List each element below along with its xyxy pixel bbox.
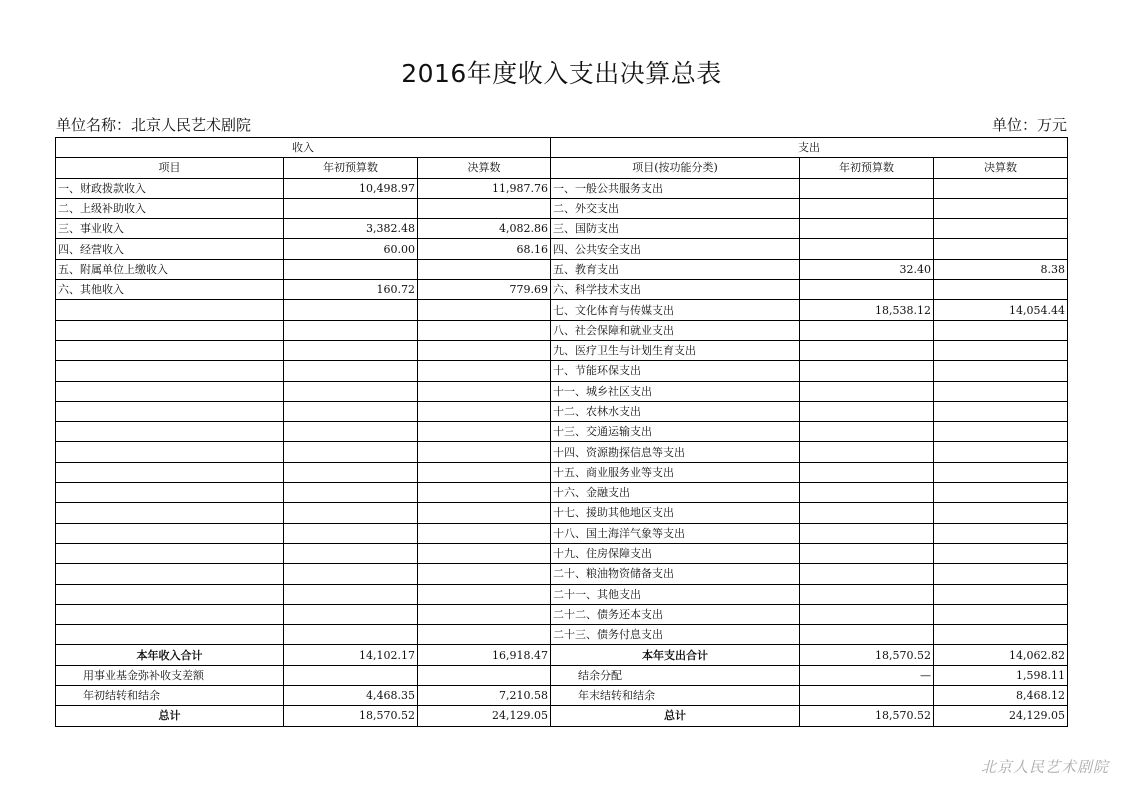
expense-actual-cell <box>934 462 1068 482</box>
income-budget-cell: 3,382.48 <box>284 219 418 239</box>
income-item-cell: 本年收入合计 <box>56 645 284 665</box>
table-row <box>56 300 1068 320</box>
income-budget-cell <box>284 401 418 421</box>
income-item-cell: 一、财政拨款收入 <box>56 178 284 198</box>
income-item-cell <box>56 300 284 320</box>
income-actual-cell: 16,918.47 <box>418 645 551 665</box>
income-item-cell: 六、其他收入 <box>56 280 284 300</box>
income-budget-cell <box>284 543 418 563</box>
table-row <box>56 381 1068 401</box>
expense-item-cell: 七、文化体育与传媒支出 <box>551 300 800 320</box>
table-row <box>56 198 1068 218</box>
expense-item-cell: 十四、资源勘探信息等支出 <box>551 442 800 462</box>
expense-item-cell: 十六、金融支出 <box>551 483 800 503</box>
expense-actual-cell: 24,129.05 <box>934 706 1068 726</box>
income-actual-cell <box>418 401 551 421</box>
expense-budget-cell <box>800 320 934 340</box>
income-budget-cell <box>284 604 418 624</box>
income-budget-cell: 60.00 <box>284 239 418 259</box>
income-item-cell <box>56 422 284 442</box>
total-row-year <box>56 645 1068 665</box>
total-row-carryover <box>56 686 1068 706</box>
grand-total-row <box>56 706 1068 726</box>
income-budget-cell: 160.72 <box>284 280 418 300</box>
expense-budget-cell: 18,570.52 <box>800 645 934 665</box>
expense-budget-cell <box>800 584 934 604</box>
expense-budget-cell <box>800 442 934 462</box>
income-budget-cell <box>284 625 418 645</box>
table-row <box>56 584 1068 604</box>
expense-actual-cell <box>934 361 1068 381</box>
budget-table <box>55 137 1068 727</box>
expense-budget-cell <box>800 625 934 645</box>
income-actual-cell <box>418 564 551 584</box>
expense-budget-cell <box>800 422 934 442</box>
expense-item-cell: 十五、商业服务业等支出 <box>551 462 800 482</box>
expense-actual-cell <box>934 564 1068 584</box>
table-row <box>56 604 1068 624</box>
expense-budget-cell: 18,570.52 <box>800 706 934 726</box>
expense-actual-cell <box>934 442 1068 462</box>
column-header-row <box>56 158 1068 178</box>
expense-budget-cell <box>800 280 934 300</box>
income-item-cell <box>56 523 284 543</box>
table-row <box>56 259 1068 279</box>
income-item-cell <box>56 381 284 401</box>
unit-label: 单位：万元 <box>991 116 1067 134</box>
watermark-logo: 北京人民艺术剧院 <box>980 758 1109 776</box>
total-row-fund-offset <box>56 665 1068 685</box>
expense-item-cell: 二十三、债务付息支出 <box>551 625 800 645</box>
income-actual-cell <box>418 442 551 462</box>
expense-actual-cell: 14,054.44 <box>934 300 1068 320</box>
income-item-cell <box>56 483 284 503</box>
expense-actual-cell: 8,468.12 <box>934 686 1068 706</box>
income-actual-cell <box>418 584 551 604</box>
income-actual-cell <box>418 340 551 360</box>
expense-actual-cell <box>934 625 1068 645</box>
income-budget-cell <box>284 483 418 503</box>
income-actual-cell <box>418 361 551 381</box>
group-header-row <box>56 138 1068 158</box>
income-actual-cell: 11,987.76 <box>418 178 551 198</box>
expense-actual-cell: 1,598.11 <box>934 665 1068 685</box>
income-actual-cell <box>418 665 551 685</box>
income-budget-cell: 10,498.97 <box>284 178 418 198</box>
expense-item-cell: 九、医疗卫生与计划生育支出 <box>551 340 800 360</box>
expense-item-cell: 十九、住房保障支出 <box>551 543 800 563</box>
expense-item-cell: 二十二、债务还本支出 <box>551 604 800 624</box>
income-item-cell <box>56 604 284 624</box>
income-item-cell: 用事业基金弥补收支差额 <box>56 665 284 685</box>
income-budget-cell <box>284 503 418 523</box>
income-item-cell <box>56 361 284 381</box>
expense-item-cell: 十二、农林水支出 <box>551 401 800 421</box>
income-actual-cell <box>418 381 551 401</box>
expense-budget-cell <box>800 178 934 198</box>
income-actual-cell <box>418 320 551 340</box>
expense-actual-cell: 14,062.82 <box>934 645 1068 665</box>
income-budget-cell: 14,102.17 <box>284 645 418 665</box>
table-row <box>56 564 1068 584</box>
column-header-item-func: 项目(按功能分类) <box>551 158 800 178</box>
expense-item-cell: 十三、交通运输支出 <box>551 422 800 442</box>
table-row <box>56 625 1068 645</box>
income-item-cell: 二、上级补助收入 <box>56 198 284 218</box>
expense-item-cell: 十七、援助其他地区支出 <box>551 503 800 523</box>
table-row <box>56 543 1068 563</box>
expense-item-cell: 本年支出合计 <box>551 645 800 665</box>
page-title: 2016年度收入支出决算总表 <box>401 59 722 88</box>
income-actual-cell: 4,082.86 <box>418 219 551 239</box>
income-actual-cell <box>418 543 551 563</box>
expense-item-cell: 年末结转和结余 <box>551 686 800 706</box>
expense-budget-cell <box>800 198 934 218</box>
income-budget-cell <box>284 564 418 584</box>
table-row <box>56 219 1068 239</box>
expense-budget-cell: 18,538.12 <box>800 300 934 320</box>
income-item-cell <box>56 340 284 360</box>
unit-name-label: 单位名称：北京人民艺术剧院 <box>56 116 252 134</box>
income-item-cell <box>56 625 284 645</box>
income-budget-cell <box>284 300 418 320</box>
income-budget-cell <box>284 381 418 401</box>
expense-budget-cell <box>800 219 934 239</box>
expense-actual-cell <box>934 320 1068 340</box>
expense-budget-cell <box>800 686 934 706</box>
expense-item-cell: 结余分配 <box>551 665 800 685</box>
income-budget-cell <box>284 523 418 543</box>
expense-budget-cell <box>800 381 934 401</box>
table-row <box>56 178 1068 198</box>
table-row <box>56 523 1068 543</box>
income-item-cell <box>56 442 284 462</box>
income-budget-cell <box>284 198 418 218</box>
expense-budget-cell <box>800 483 934 503</box>
income-budget-cell <box>284 442 418 462</box>
income-actual-cell <box>418 422 551 442</box>
income-item-cell: 四、经营收入 <box>56 239 284 259</box>
income-budget-cell <box>284 462 418 482</box>
expense-actual-cell <box>934 280 1068 300</box>
table-row <box>56 320 1068 340</box>
income-actual-cell: 68.16 <box>418 239 551 259</box>
expense-budget-cell <box>800 564 934 584</box>
income-actual-cell <box>418 462 551 482</box>
income-group-header: 收入 <box>56 138 551 158</box>
income-budget-cell <box>284 584 418 604</box>
expense-actual-cell <box>934 503 1068 523</box>
table-row <box>56 401 1068 421</box>
expense-group-header: 支出 <box>551 138 1068 158</box>
income-item-cell: 三、事业收入 <box>56 219 284 239</box>
expense-budget-cell <box>800 361 934 381</box>
column-header-budget2: 年初预算数 <box>800 158 934 178</box>
expense-item-cell: 六、科学技术支出 <box>551 280 800 300</box>
expense-item-cell: 十一、城乡社区支出 <box>551 381 800 401</box>
expense-item-cell: 二十一、其他支出 <box>551 584 800 604</box>
expense-budget-cell <box>800 523 934 543</box>
table-row <box>56 239 1068 259</box>
expense-item-cell: 总计 <box>551 706 800 726</box>
expense-budget-cell <box>800 239 934 259</box>
expense-actual-cell <box>934 239 1068 259</box>
income-item-cell <box>56 320 284 340</box>
income-actual-cell <box>418 604 551 624</box>
income-item-cell: 年初结转和结余 <box>56 686 284 706</box>
expense-actual-cell <box>934 401 1068 421</box>
income-item-cell <box>56 462 284 482</box>
income-actual-cell: 24,129.05 <box>418 706 551 726</box>
expense-actual-cell <box>934 198 1068 218</box>
table-row <box>56 483 1068 503</box>
income-budget-cell <box>284 665 418 685</box>
expense-item-cell: 四、公共安全支出 <box>551 239 800 259</box>
table-row <box>56 442 1068 462</box>
income-actual-cell <box>418 483 551 503</box>
expense-item-cell: 三、国防支出 <box>551 219 800 239</box>
income-item-cell <box>56 401 284 421</box>
income-budget-cell: 4,468.35 <box>284 686 418 706</box>
income-item-cell <box>56 584 284 604</box>
expense-actual-cell <box>934 381 1068 401</box>
expense-actual-cell <box>934 422 1068 442</box>
expense-actual-cell <box>934 483 1068 503</box>
income-item-cell: 五、附属单位上缴收入 <box>56 259 284 279</box>
expense-item-cell: 二、外交支出 <box>551 198 800 218</box>
expense-actual-cell <box>934 178 1068 198</box>
expense-budget-cell: 32.40 <box>800 259 934 279</box>
income-item-cell <box>56 564 284 584</box>
expense-actual-cell <box>934 604 1068 624</box>
expense-budget-cell <box>800 604 934 624</box>
income-item-cell: 总计 <box>56 706 284 726</box>
income-budget-cell <box>284 361 418 381</box>
expense-item-cell: 一、一般公共服务支出 <box>551 178 800 198</box>
expense-actual-cell <box>934 219 1068 239</box>
column-header-budget: 年初预算数 <box>284 158 418 178</box>
expense-item-cell: 十八、国土海洋气象等支出 <box>551 523 800 543</box>
income-actual-cell <box>418 625 551 645</box>
table-row <box>56 361 1068 381</box>
column-header-actual: 决算数 <box>418 158 551 178</box>
income-item-cell <box>56 503 284 523</box>
expense-item-cell: 五、教育支出 <box>551 259 800 279</box>
table-row <box>56 503 1068 523</box>
expense-actual-cell: 8.38 <box>934 259 1068 279</box>
table-row <box>56 422 1068 442</box>
income-actual-cell <box>418 523 551 543</box>
income-actual-cell: 7,210.58 <box>418 686 551 706</box>
expense-budget-cell <box>800 543 934 563</box>
expense-budget-cell: — <box>800 665 934 685</box>
expense-actual-cell <box>934 340 1068 360</box>
income-actual-cell <box>418 300 551 320</box>
income-actual-cell: 779.69 <box>418 280 551 300</box>
income-actual-cell <box>418 259 551 279</box>
income-item-cell <box>56 543 284 563</box>
expense-budget-cell <box>800 340 934 360</box>
table-row <box>56 462 1068 482</box>
income-actual-cell <box>418 503 551 523</box>
income-budget-cell <box>284 259 418 279</box>
income-budget-cell <box>284 340 418 360</box>
column-header-item: 项目 <box>56 158 284 178</box>
expense-actual-cell <box>934 584 1068 604</box>
expense-actual-cell <box>934 523 1068 543</box>
table-row <box>56 340 1068 360</box>
income-actual-cell <box>418 198 551 218</box>
expense-budget-cell <box>800 401 934 421</box>
expense-item-cell: 二十、粮油物资储备支出 <box>551 564 800 584</box>
expense-item-cell: 十、节能环保支出 <box>551 361 800 381</box>
income-budget-cell: 18,570.52 <box>284 706 418 726</box>
income-budget-cell <box>284 422 418 442</box>
expense-actual-cell <box>934 543 1068 563</box>
table-row <box>56 280 1068 300</box>
expense-budget-cell <box>800 503 934 523</box>
income-budget-cell <box>284 320 418 340</box>
column-header-actual2: 决算数 <box>934 158 1068 178</box>
expense-budget-cell <box>800 462 934 482</box>
expense-item-cell: 八、社会保障和就业支出 <box>551 320 800 340</box>
